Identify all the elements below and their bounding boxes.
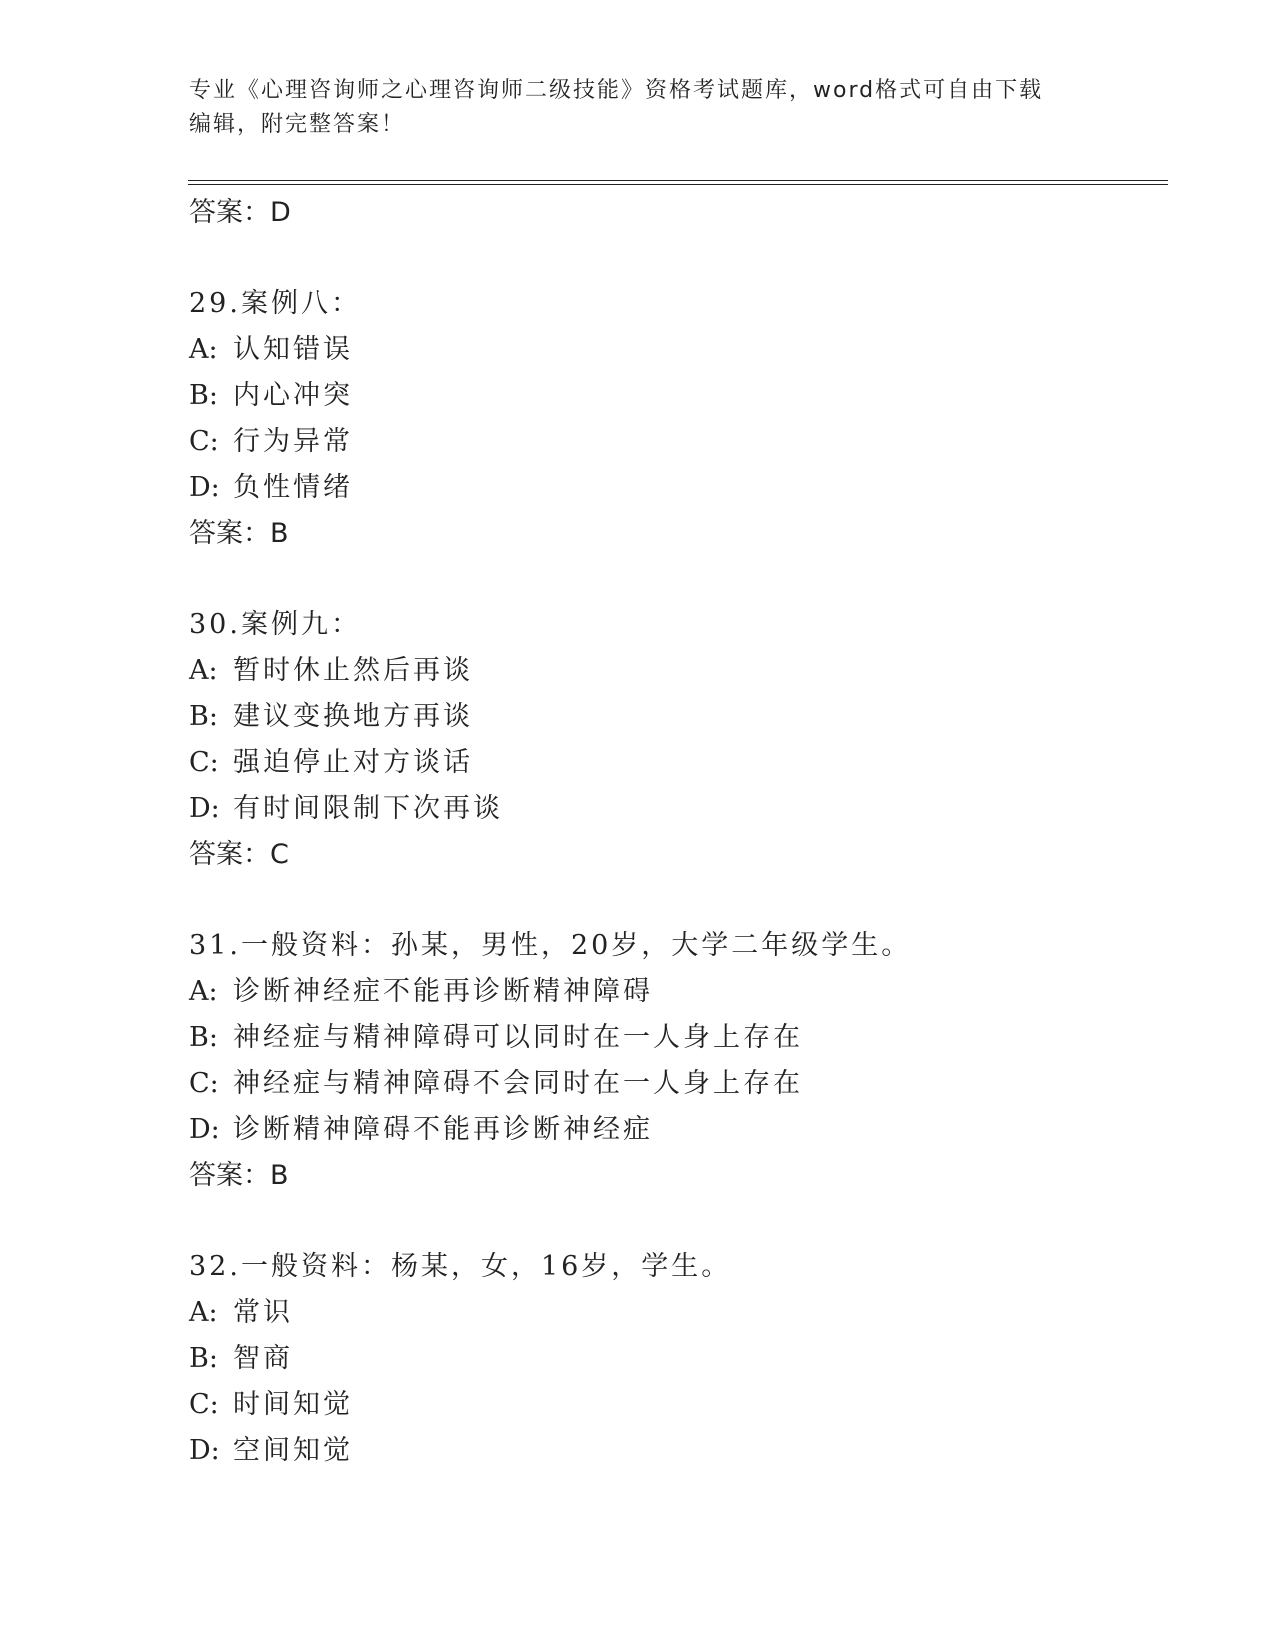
question-stem: 29.案例八： bbox=[189, 288, 361, 319]
option-text: 时间知觉 bbox=[233, 1389, 353, 1420]
option-text: 诊断神经症不能再诊断精神障碍 bbox=[233, 976, 653, 1007]
option-letter: D: bbox=[189, 793, 220, 824]
option-c bbox=[189, 740, 1169, 786]
option-letter: B: bbox=[189, 1022, 218, 1053]
option-letter: B: bbox=[189, 701, 218, 732]
option-letter: C: bbox=[189, 1389, 219, 1420]
option-letter: D: bbox=[189, 472, 220, 503]
header-line-2: 编辑，附完整答案！ bbox=[189, 112, 406, 137]
option-letter: A: bbox=[189, 655, 218, 686]
option-b bbox=[189, 373, 1169, 419]
option-a bbox=[189, 327, 1169, 373]
option-letter: D: bbox=[189, 1114, 220, 1145]
option-a bbox=[189, 969, 1169, 1015]
option-b bbox=[189, 1336, 1169, 1382]
option-letter: A: bbox=[189, 1297, 218, 1328]
option-a bbox=[189, 1290, 1169, 1336]
question-31 bbox=[189, 923, 1169, 1199]
option-letter: C: bbox=[189, 426, 219, 457]
option-b bbox=[189, 1015, 1169, 1061]
option-letter: D: bbox=[189, 1435, 220, 1466]
option-text: 神经症与精神障碍不会同时在一人身上存在 bbox=[233, 1068, 803, 1099]
header-double-rule bbox=[188, 180, 1168, 185]
answer-line: 答案：C bbox=[189, 839, 289, 870]
option-letter: C: bbox=[189, 1068, 219, 1099]
question-list bbox=[189, 190, 1169, 1474]
answer-line: 答案：B bbox=[189, 1160, 289, 1191]
option-text: 暂时休止然后再谈 bbox=[233, 655, 473, 686]
option-letter: B: bbox=[189, 1343, 218, 1374]
option-text: 行为异常 bbox=[233, 426, 353, 457]
option-text: 空间知觉 bbox=[233, 1435, 353, 1466]
question-stem: 30.案例九： bbox=[189, 609, 361, 640]
option-d bbox=[189, 786, 1169, 832]
option-text: 有时间限制下次再谈 bbox=[233, 793, 503, 824]
option-b bbox=[189, 694, 1169, 740]
document-header bbox=[189, 74, 1089, 142]
option-letter: A: bbox=[189, 334, 218, 365]
option-c bbox=[189, 1382, 1169, 1428]
question-stem: 32.一般资料：杨某，女，16岁，学生。 bbox=[189, 1251, 732, 1282]
option-letter: B: bbox=[189, 380, 218, 411]
option-text: 常识 bbox=[233, 1297, 293, 1328]
answer-line: 答案：D bbox=[189, 197, 291, 228]
option-text: 认知错误 bbox=[233, 334, 353, 365]
question-30 bbox=[189, 602, 1169, 878]
header-line-1: 专业《心理咨询师之心理咨询师二级技能》资格考试题库，word格式可自由下载 bbox=[189, 78, 1044, 103]
option-d bbox=[189, 1428, 1169, 1474]
answer-line: 答案：B bbox=[189, 518, 289, 549]
option-letter: C: bbox=[189, 747, 219, 778]
option-d bbox=[189, 1107, 1169, 1153]
option-letter: A: bbox=[189, 976, 218, 1007]
option-d bbox=[189, 465, 1169, 511]
option-c bbox=[189, 419, 1169, 465]
option-text: 负性情绪 bbox=[233, 472, 353, 503]
question-stem: 31.一般资料：孙某，男性，20岁，大学二年级学生。 bbox=[189, 930, 912, 961]
option-text: 建议变换地方再谈 bbox=[233, 701, 473, 732]
option-c bbox=[189, 1061, 1169, 1107]
option-text: 诊断精神障碍不能再诊断神经症 bbox=[233, 1114, 653, 1145]
question-32 bbox=[189, 1244, 1169, 1474]
option-text: 强迫停止对方谈话 bbox=[233, 747, 473, 778]
option-a bbox=[189, 648, 1169, 694]
option-text: 内心冲突 bbox=[233, 380, 353, 411]
option-text: 智商 bbox=[233, 1343, 293, 1374]
option-text: 神经症与精神障碍可以同时在一人身上存在 bbox=[233, 1022, 803, 1053]
question-29 bbox=[189, 281, 1169, 557]
